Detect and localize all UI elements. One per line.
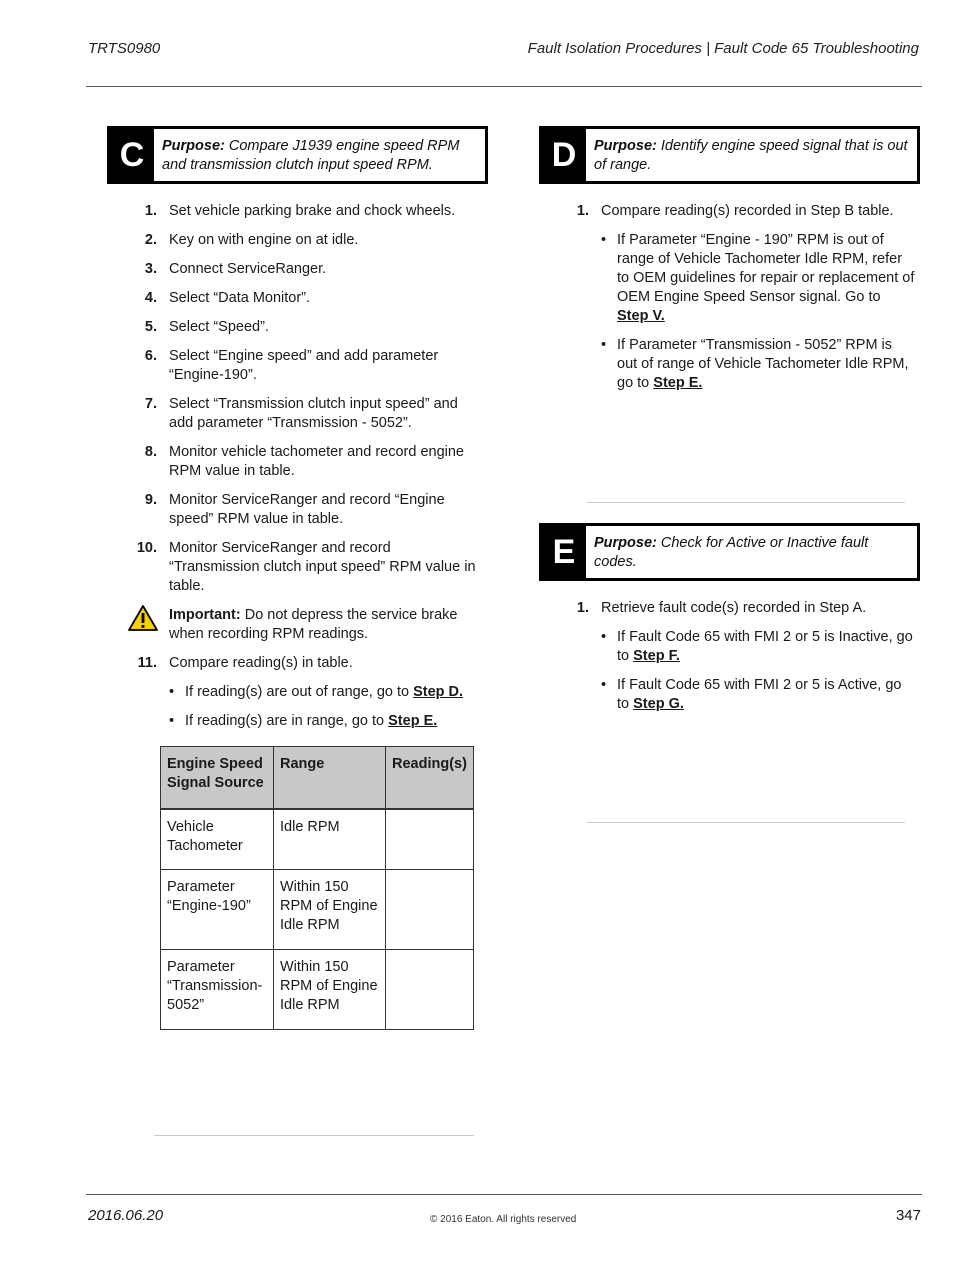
doc-id: TRTS0980	[88, 40, 161, 57]
bullet-list	[601, 231, 916, 393]
reading-cell[interactable]	[386, 950, 474, 1030]
list-item	[139, 202, 484, 221]
reading-cell[interactable]	[386, 809, 474, 870]
purpose-text: Compare J1939 engine speed RPM and transmission clutch input speed RPM.	[162, 138, 460, 173]
step-d-header	[539, 126, 920, 184]
list-item	[139, 347, 484, 385]
bullet-list	[169, 683, 484, 731]
list-item	[139, 231, 484, 250]
table-header: Engine Speed Signal Source	[161, 747, 274, 809]
purpose-label: Purpose:	[594, 138, 657, 154]
item-text: Retrieve fault code(s) recorded in Step A.	[601, 600, 867, 616]
section-divider	[154, 1135, 474, 1136]
item-text: Set vehicle parking brake and chock wheels.	[169, 203, 456, 219]
table-row	[161, 870, 474, 950]
bullet-text: If Parameter “Transmission - 5052” RPM is out of range of Vehicle Tachometer Idle RPM, go to	[617, 337, 909, 391]
step-d-letter: D	[551, 135, 577, 174]
step-e-header	[539, 523, 920, 581]
step-d-purpose	[586, 129, 917, 181]
step-g-link[interactable]: Step G.	[633, 696, 684, 712]
step-e-list	[571, 599, 916, 724]
list-item	[139, 289, 484, 308]
item-text: Monitor ServiceRanger and record “Transmission clutch input speed” RPM value in table.	[169, 540, 476, 594]
table-cell: Within 150 RPM of Engine Idle RPM	[274, 950, 386, 1030]
step-c-header	[107, 126, 488, 184]
item-text: Select “Speed”.	[169, 319, 269, 335]
table-cell: Within 150 RPM of Engine Idle RPM	[274, 870, 386, 950]
item-text: Monitor vehicle tachometer and record engine RPM value in table.	[169, 444, 464, 479]
bullet-text: If Fault Code 65 with FMI 2 or 5 is Active, go to	[617, 677, 902, 712]
step-e-letter: E	[552, 532, 576, 571]
item-number: 9.	[144, 492, 157, 508]
table-header: Reading(s)	[386, 747, 474, 809]
bullet-item	[169, 712, 484, 731]
list-item	[139, 318, 484, 337]
step-v-link[interactable]: Step V.	[617, 308, 665, 324]
reading-cell[interactable]	[386, 870, 474, 950]
step-e-link[interactable]: Step E.	[388, 713, 438, 729]
table-cell: Parameter “Engine-190”	[161, 870, 274, 950]
item-number: 8.	[144, 444, 157, 460]
list-item	[139, 491, 484, 529]
section-divider	[587, 502, 905, 503]
important-label: Important:	[169, 607, 241, 623]
list-item	[139, 654, 484, 731]
footer-date: 2016.06.20	[88, 1207, 164, 1224]
item-number: 6.	[144, 348, 157, 364]
bullet-item	[601, 628, 916, 666]
item-number: 1.	[576, 203, 589, 219]
item-text: Key on with engine on at idle.	[169, 232, 359, 248]
bullet-text: If Parameter “Engine - 190” RPM is out of range of Vehicle Tachometer Idle RPM, refer to OEM guidelines for repair or replacement of OEM Engine Speed Sensor signal. Go to	[617, 232, 915, 305]
list-item	[571, 599, 916, 714]
item-number: 10.	[136, 540, 157, 556]
bullet-text: If reading(s) are out of range, go to	[185, 684, 414, 700]
bullet-item	[601, 231, 916, 326]
step-e-link[interactable]: Step E.	[653, 375, 703, 391]
footer-copyright: © 2016 Eaton. All rights reserved	[430, 1214, 577, 1225]
table-cell: Parameter “Transmission-5052”	[161, 950, 274, 1030]
header-rule	[86, 86, 922, 87]
list-item	[139, 395, 484, 433]
table-header-row	[161, 747, 474, 809]
step-e-purpose	[586, 526, 917, 578]
item-text: Compare reading(s) recorded in Step B table.	[601, 203, 894, 219]
item-number: 2.	[144, 232, 157, 248]
warning-icon	[127, 604, 159, 632]
section-divider	[587, 822, 905, 823]
item-number: 5.	[144, 319, 157, 335]
table-header: Range	[274, 747, 386, 809]
section-title: Fault Isolation Procedures | Fault Code 65 Troubleshooting	[527, 40, 919, 57]
item-number: 1.	[576, 600, 589, 616]
step-c-list	[136, 202, 484, 741]
page-number: 347	[895, 1207, 921, 1224]
purpose-label: Purpose:	[162, 138, 225, 154]
footer-rule	[86, 1194, 922, 1195]
step-c-purpose	[154, 129, 485, 181]
table-row	[161, 950, 474, 1030]
list-item	[139, 260, 484, 279]
list-item	[139, 443, 484, 481]
table-cell: Vehicle Tachometer	[161, 809, 274, 870]
item-number: 1.	[144, 203, 157, 219]
bullet-list	[601, 628, 916, 714]
purpose-text: Identify engine speed signal that is out of range.	[594, 138, 908, 173]
rpm-table	[160, 746, 474, 1030]
step-c-letter: C	[119, 135, 145, 174]
bullet-text: If Fault Code 65 with FMI 2 or 5 is Inactive, go to	[617, 629, 913, 664]
item-text: Select “Data Monitor”.	[169, 290, 311, 306]
step-f-link[interactable]: Step F.	[633, 648, 680, 664]
bullet-text: If reading(s) are in range, go to	[185, 713, 389, 729]
step-d-list	[571, 202, 916, 403]
item-number: 11.	[137, 655, 157, 671]
purpose-label: Purpose:	[594, 535, 657, 551]
list-item	[571, 202, 916, 393]
item-number: 7.	[144, 396, 157, 412]
important-text: Do not depress the service brake when recording RPM readings.	[169, 607, 458, 642]
list-item	[136, 539, 484, 596]
bullet-item	[601, 336, 916, 393]
bullet-item	[601, 676, 916, 714]
item-number: 4.	[144, 290, 157, 306]
bullet-item	[169, 683, 484, 702]
item-text: Connect ServiceRanger.	[169, 261, 327, 277]
purpose-text: Check for Active or Inactive fault codes.	[594, 535, 869, 570]
item-text: Select “Engine speed” and add parameter “Engine-190”.	[169, 348, 439, 383]
table-row	[161, 809, 474, 870]
item-text: Compare reading(s) in table.	[169, 655, 353, 671]
step-d-link[interactable]: Step D.	[413, 684, 464, 700]
important-note	[139, 606, 484, 644]
item-text: Monitor ServiceRanger and record “Engine speed” RPM value in table.	[169, 492, 445, 527]
table-cell: Idle RPM	[274, 809, 386, 870]
item-number: 3.	[144, 261, 157, 277]
item-text: Select “Transmission clutch input speed” and add parameter “Transmission - 5052”.	[169, 396, 458, 431]
